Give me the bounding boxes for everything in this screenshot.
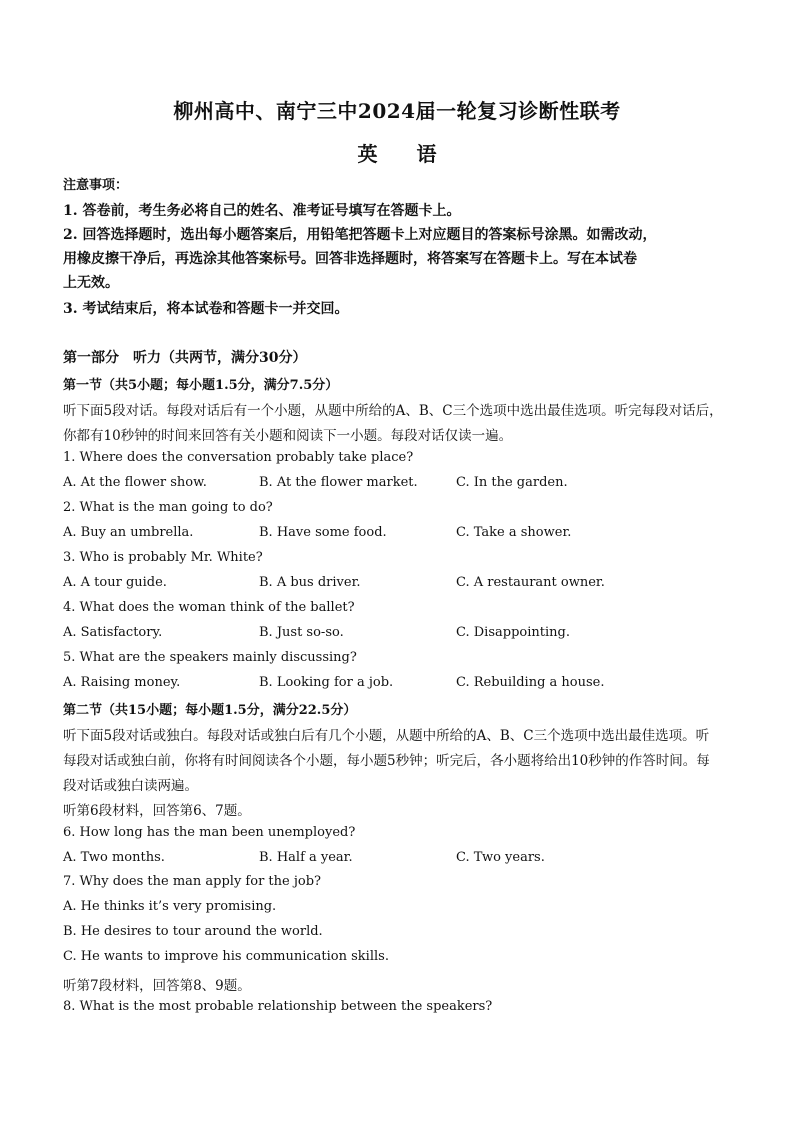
- question-3-option-c: C. A restaurant owner.: [456, 575, 605, 590]
- section2-heading: 第二节（共15小题；每小题1.5分，满分22.5分）: [63, 703, 357, 718]
- note-item-3: 3. 考试结束后，将本试卷和答题卡一并交回。: [63, 301, 349, 317]
- question-1-option-b: B. At the flower market.: [259, 475, 418, 490]
- question-2-option-b: B. Have some food.: [259, 525, 387, 540]
- section1-instructions-1: 听下面5段对话。每段对话后有一个小题，从题中所给的A、B、C三个选项中选出最佳选项。听完每段对话后，: [63, 403, 723, 419]
- question-5: 5. What are the speakers mainly discussing?: [63, 650, 357, 665]
- question-2-option-a: A. Buy an umbrella.: [63, 525, 194, 540]
- question-3-option-b: B. A bus driver.: [259, 575, 361, 590]
- question-4: 4. What does the woman think of the ballet?: [63, 600, 355, 615]
- exam-title: 柳州高中、南宁三中2024届一轮复习诊断性联考: [173, 99, 621, 123]
- question-6-option-c: C. Two years.: [456, 850, 545, 865]
- question-6-option-b: B. Half a year.: [259, 850, 353, 865]
- question-5-option-a: A. Raising money.: [63, 675, 181, 690]
- question-5-option-c: C. Rebuilding a house.: [456, 675, 605, 690]
- question-5-option-b: B. Looking for a job.: [259, 675, 394, 690]
- question-7: 7. Why does the man apply for the job?: [63, 874, 321, 889]
- subject-title: 英 语: [357, 142, 453, 166]
- question-6: 6. How long has the man been unemployed?: [63, 825, 356, 840]
- question-2: 2. What is the man going to do?: [63, 500, 273, 515]
- question-3-option-a: A. A tour guide.: [63, 575, 167, 590]
- question-2-option-c: C. Take a shower.: [456, 525, 572, 540]
- note-item-1: 1. 答卷前，考生务必将自己的姓名、准考证号填写在答题卡上。: [63, 203, 461, 219]
- question-4-option-c: C. Disappointing.: [456, 625, 570, 640]
- question-4-option-a: A. Satisfactory.: [63, 625, 163, 640]
- question-3: 3. Who is probably Mr. White?: [63, 550, 263, 565]
- question-1-option-c: C. In the garden.: [456, 475, 568, 490]
- section1-heading: 第一节（共5小题；每小题1.5分，满分7.5分）: [63, 378, 339, 393]
- question-6-option-a: A. Two months.: [63, 850, 165, 865]
- question-4-option-b: B. Just so-so.: [259, 625, 344, 640]
- question-1-option-a: A. At the flower show.: [63, 475, 207, 490]
- part1-heading: 第一部分 听力（共两节，满分30分）: [63, 350, 307, 366]
- question-1: 1. Where does the conversation probably take place?: [63, 450, 414, 465]
- section2-instructions-1: 听下面5段对话或独白。每段对话或独白后有几个小题，从题中所给的A、B、C三个选项中选出最佳选项。听: [63, 728, 710, 744]
- question-8: 8. What is the most probable relationship between the speakers?: [63, 999, 493, 1014]
- question-7-option-b: B. He desires to tour around the world.: [63, 924, 323, 939]
- question-7-option-c: C. He wants to improve his communication skills.: [63, 949, 389, 964]
- note-item-2-cont: 用橡皮擦干净后，再选涂其他答案标号。回答非选择题时，将答案写在答题卡上。写在本试卷: [63, 251, 637, 267]
- section2-instructions-2: 每段对话或独白前，你将有时间阅读各个小题，每小题5秒钟；听完后，各小题将给出10秒钟的作答时间。每: [63, 753, 710, 769]
- section1-instructions-2: 你都有10秒钟的时间来回答有关小题和阅读下一小题。每段对话仅读一遍。: [63, 428, 513, 444]
- note-item-2: 2. 回答选择题时，选出每小题答案后，用铅笔把答题卡上对应题目的答案标号涂黑。如需改动，: [63, 227, 657, 243]
- question-7-option-a: A. He thinks it’s very promising.: [63, 899, 277, 914]
- section2-instructions-3: 段对话或独白读两遍。: [63, 778, 198, 794]
- notes-heading: 注意事项：: [63, 178, 129, 193]
- material-7-label: 听第7段材料，回答第8、9题。: [63, 978, 251, 994]
- material-6-label: 听第6段材料，回答第6、7题。: [63, 803, 251, 819]
- note-item-2-end: 上无效。: [63, 275, 119, 291]
